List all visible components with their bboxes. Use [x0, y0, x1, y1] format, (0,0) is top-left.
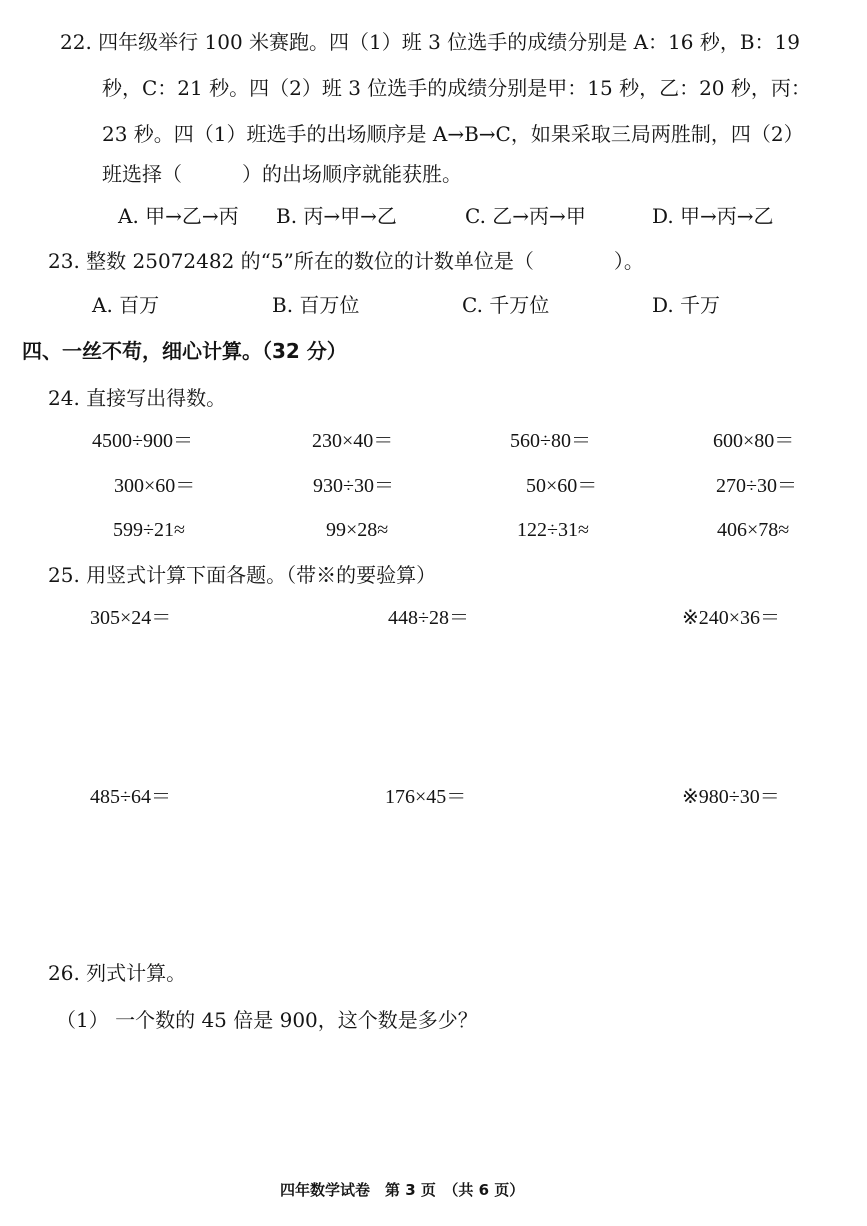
q23-stem: 23. 整数 25072482 的“5”所在的数位的计数单位是（ ）。: [48, 249, 644, 273]
q26-sub-question-1: （1） 一个数的 45 倍是 900，这个数是多少？: [56, 1008, 478, 1032]
q25-item: 176×45＝: [385, 786, 467, 808]
q23-option-c: C. 千万位: [462, 293, 550, 317]
q22-line-2: 秒，C：21 秒。四（2）班 3 位选手的成绩分别是甲：15 秒，乙：20 秒，丙：: [102, 76, 811, 100]
q22-option-b: B. 丙→甲→乙: [276, 204, 397, 228]
q24-item: 599÷21≈: [113, 519, 185, 541]
q22-line-3: 23 秒。四（1）班选手的出场顺序是 A→B→C，如果采取三局两胜制，四（2）: [102, 122, 804, 146]
q24-item: 4500÷900＝: [92, 430, 193, 452]
q24-item: 50×60＝: [526, 475, 598, 497]
q22-option-d: D. 甲→丙→乙: [652, 204, 774, 228]
q24-item: 270÷30＝: [716, 475, 797, 497]
page-footer: 四年数学试卷 第 3 页 （共 6 页）: [280, 1181, 525, 1199]
q23-option-b: B. 百万位: [272, 293, 360, 317]
q25-item: 448÷28＝: [388, 607, 469, 629]
q24-item: 930÷30＝: [313, 475, 394, 497]
q22-option-c: C. 乙→丙→甲: [465, 204, 586, 228]
q22-option-a: A. 甲→乙→丙: [118, 204, 239, 228]
q24-item: 600×80＝: [713, 430, 795, 452]
q25-item: ※240×36＝: [682, 607, 781, 629]
q23-option-d: D. 千万: [652, 293, 721, 317]
q25-title: 25. 用竖式计算下面各题。（带※的要验算）: [48, 563, 437, 587]
q24-item: 406×78≈: [717, 519, 790, 541]
q24-item: 122÷31≈: [517, 519, 589, 541]
q24-item: 99×28≈: [326, 519, 389, 541]
q25-item: 305×24＝: [90, 607, 172, 629]
q26-title: 26. 列式计算。: [48, 961, 187, 985]
q24-item: 560÷80＝: [510, 430, 591, 452]
q24-title: 24. 直接写出得数。: [48, 386, 227, 410]
section-4-heading: 四、一丝不苟，细心计算。（32 分）: [22, 339, 347, 363]
q25-item: 485÷64＝: [90, 786, 171, 808]
q23-option-a: A. 百万: [92, 293, 160, 317]
q22-line-1: 22. 四年级举行 100 米赛跑。四（1）班 3 位选手的成绩分别是 A：16 秒，B：19: [60, 30, 800, 54]
q22-line-4: 班选择（ ）的出场顺序就能获胜。: [102, 162, 462, 186]
q24-item: 230×40＝: [312, 430, 394, 452]
q25-item: ※980÷30＝: [682, 786, 780, 808]
q24-item: 300×60＝: [114, 475, 196, 497]
